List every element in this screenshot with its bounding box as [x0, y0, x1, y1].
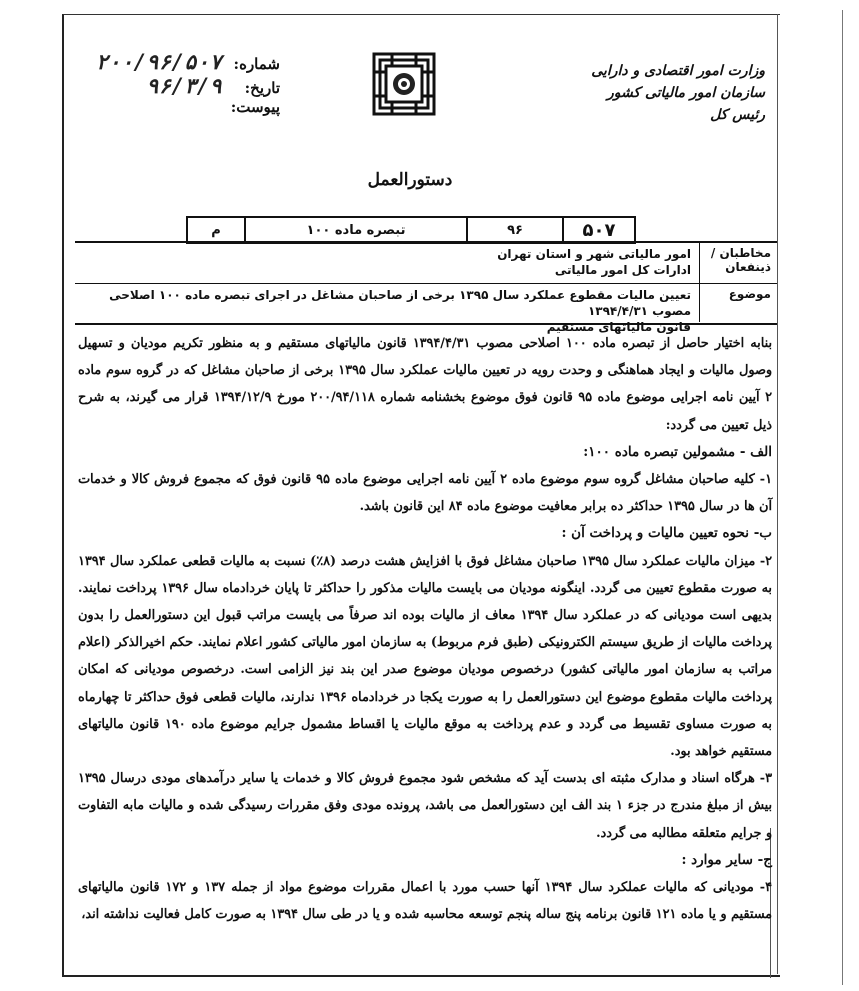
tax-organization-emblem-icon	[372, 52, 436, 116]
section-a-heading: الف - مشمولین تبصره ماده ۱۰۰:	[583, 443, 772, 460]
subject-label: موضوع	[699, 284, 777, 322]
letter-attachment-row	[70, 98, 280, 122]
letter-date-row	[70, 74, 280, 98]
letter-reference-block	[70, 50, 280, 122]
item-3-paragraph: ۳- هرگاه اسناد و مدارک مثبته ای بدست آید که مشخص شود مجموع فروش کالا و خدمات یا سایر درآمدهای مودی درسال ۱۳۹۵ بیش از مبلغ مندرج در جزء ۱ بند الف این دستورالعمل می باشد، پرونده مودی وفق مقررات رسیدگی شده و مالیات مابه التفاوت و جرایم متعلقه مطالبه می گردد.	[78, 771, 772, 841]
letter-number-row	[70, 50, 280, 74]
recipients-value	[75, 243, 699, 283]
recipients-row	[75, 243, 777, 284]
intro-paragraph: بنابه اختیار حاصل از تبصره ماده ۱۰۰ اصلاحی مصوب ۱۳۹۴/۴/۳۱ قانون مالیاتهای مستقیم و به منظور تکریم مودیان و تسهیل وصول مالیات و ایجاد هماهنگی و وحدت رویه در تعیین مالیات عملکرد سال ۱۳۹۵ برخی از صاحبان مشاغل که در گروه سوم ماده ۲ آیین نامه اجرایی موضوع ماده ۹۵ قانون فوق موضوع بخشنامه شماره ۲۰۰/۹۴/۱۱۸ مورخ ۱۳۹۴/۱۲/۹ قرار می گیرند، به شرح ذیل تعیین می گردد:	[78, 336, 773, 433]
instruction-number-table	[186, 216, 636, 244]
instruction-year: ۹۶	[468, 218, 564, 242]
instruction-subject-short: تبصره ماده ۱۰۰	[246, 218, 468, 242]
page-edge	[777, 14, 778, 974]
document-title: دستورالعمل	[367, 170, 453, 190]
recipients-line-2: ادارات کل امور مالیاتی	[554, 263, 691, 277]
subject-line-1: تعیین مالیات مقطوع عملکرد سال ۱۳۹۵ برخی از صاحبان مشاغل در اجرای تبصره ماده ۱۰۰ اصلاحی مصوب ۱۳۹۴/۴/۳۱	[109, 288, 691, 318]
recipients-line-1: امور مالیاتی شهر و استان تهران	[497, 247, 691, 261]
letter-date-value: ۹۶/۳/۹	[146, 74, 222, 98]
document-body	[78, 330, 772, 928]
section-b-heading: ب- نحوه تعیین مالیات و پرداخت آن :	[561, 525, 772, 542]
organization-name: سازمان امور مالیاتی کشور	[606, 85, 765, 101]
letter-attachment-label: پیوست:	[230, 98, 280, 116]
recipients-subject-table	[75, 241, 777, 334]
subject-value	[75, 284, 699, 334]
letter-number-label: شماره:	[233, 55, 280, 73]
scan-edge-line	[842, 10, 843, 985]
letter-number-value: ۲۰۰/۹۶/۵۰۷	[95, 50, 222, 74]
item-4-paragraph: ۴- مودیانی که مالیات عملکرد سال ۱۳۹۴ آنها حسب مورد با اعمال مقررات موضوع مواد از جمله ۱۳۷ و ۱۷۲ قانون مالیاتهای مستقیم و یا ماده ۱۲۱ قانون برنامه پنج ساله پنجم توسعه محاسبه شده و یا در طی سال ۱۳۹۴ به صورت کامل فعالیت نداشته اند،	[78, 880, 772, 923]
recipients-label: مخاطبان / ذینفعان	[699, 243, 777, 283]
item-2-paragraph: ۲- میزان مالیات عملکرد سال ۱۳۹۵ صاحبان مشاغل فوق با افزایش هشت درصد (۸٪) نسبت به مالیات قطعی عملکرد سال ۱۳۹۴ به صورت مقطوع تعیین می گردد. اینگونه مودیان می بایست مالیات مذکور را حداکثر تا پایان خردادماه سال ۱۳۹۶ پرداخت نمایند. بدیهی است مودیانی که در عملکرد سال ۱۳۹۴ معاف از مالیات بوده اند صرفاً می بایست مراتب قبول این دستورالعمل را بدون پرداخت مالیات از طریق سیستم الکترونیکی (طبق فرم مربوط) به سازمان امور مالیاتی کشور اعلام نمایند. حکم اخیرالذکر (اعلام مراتب به سازمان امور مالیاتی کشور) درخصوص مودیان موضوع صدر این بند نیز الزامی است. درخصوص مودیانی که امکان پرداخت مالیات مقطوع موضوع این دستورالعمل را به صورت یکجا در خردادماه ۱۳۹۶ ندارند، مالیات قطعی فوق حداکثر تا چهارماه به صورت مساوی تقسیط می گردد و عدم پرداخت به موقع مالیات یا اقساط مشمول جرایم موضوع ماده ۱۹۰ قانون مالیاتهای مستقیم خواهد بود.	[78, 553, 773, 760]
item-1-paragraph: ۱- کلیه صاحبان مشاغل گروه سوم موضوع ماده ۲ آیین نامه اجرایی موضوع ماده ۹۵ قانون فوق که مجموع فروش کالا و خدمات آن ها در سال ۱۳۹۵ حداکثر ده برابر معافیت موضوع ماده ۸۴ این قانون باشد.	[78, 472, 772, 515]
section-c-heading: ج- سایر موارد :	[681, 851, 772, 868]
chief-title: رئیس کل	[710, 107, 765, 123]
subject-row	[75, 284, 777, 334]
instruction-code: م	[188, 218, 246, 242]
instruction-serial: ۵۰۷	[582, 219, 616, 241]
ministry-header	[565, 60, 765, 126]
letter-date-label: تاریخ:	[244, 79, 280, 97]
ministry-name: وزارت امور اقتصادی و دارایی	[591, 63, 765, 79]
subject-line-2: قانون مالیاتهای مستقیم	[546, 320, 691, 334]
